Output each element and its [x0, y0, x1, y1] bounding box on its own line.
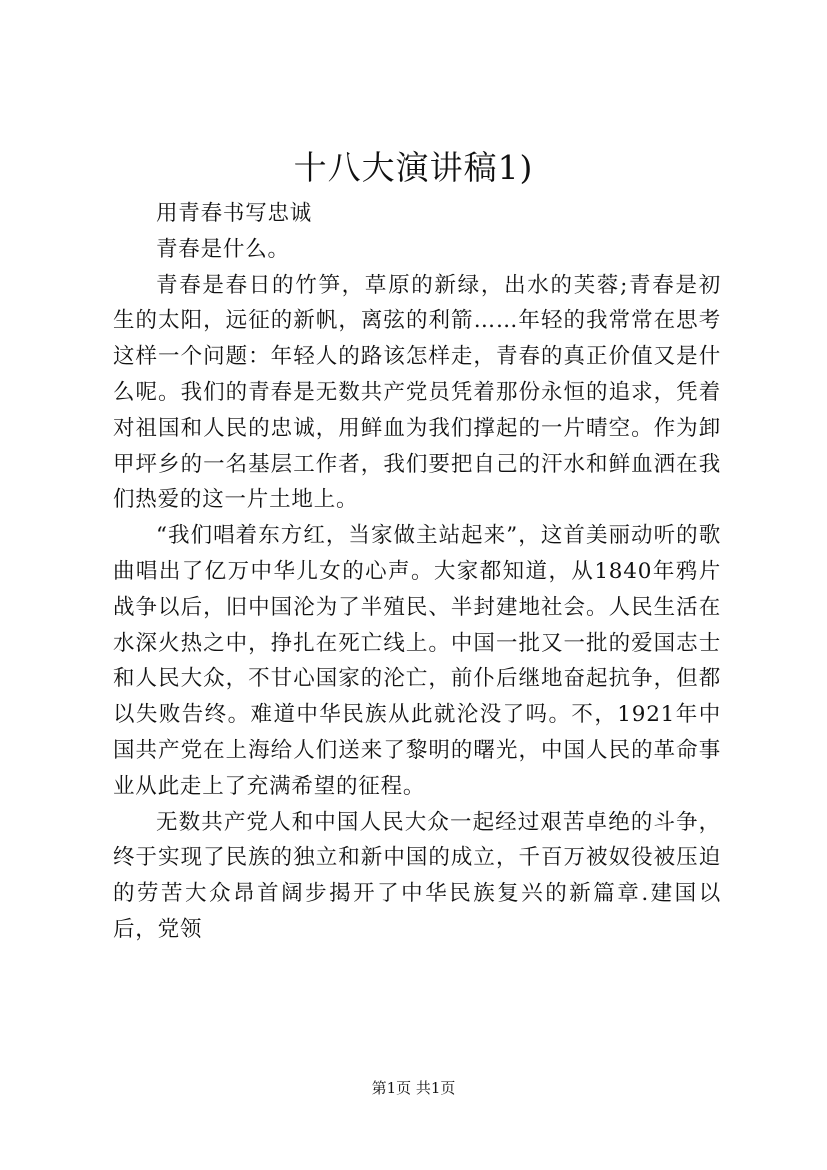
paragraph-youth: 青春是春日的竹笋，草原的新绿，出水的芙蓉;青春是初生的太阳，远征的新帆，离弦的利箭……年轻的我常常在思考这样一个问题：年轻人的路该怎样走，青春的真正价值又是什么呢。我们的青春是无数共产党员凭着那份永恒的追求，凭着对祖国和人民的忠诚，用鲜血为我们撑起的一片晴空。作为卸甲坪乡的一名基层工作者，我们要把自己的汗水和鲜血洒在我们热爱的这一片土地上。 [113, 272, 721, 513]
paragraph-history: “我们唱着东方红，当家做主站起来”，这首美丽动听的歌曲唱出了亿万中华儿女的心声。大家都知道，从1840年鸦片战争以后，旧中国沦为了半殖民、半封建地社会。人民生活在水深火热之中，挣扎在死亡线上。中国一批又一批的爱国志士和人民大众，不甘心国家的沦亡，前仆后继地奋起抗争，但都以失败告终。难道中华民族从此就沦没了吗。不，1921年中国共产党在上海给人们送来了黎明的曙光，中国人民的革命事业从此走上了充满希望的征程。 [113, 523, 721, 799]
paragraph-question: 青春是什么。 [156, 236, 290, 262]
paragraph-subtitle: 用青春书写忠诚 [156, 201, 313, 226]
paragraph-struggle: 无数共产党人和中国人民大众一起经过艰苦卓绝的斗争，终于实现了民族的独立和新中国的成立，千百万被奴役被压迫的劳苦大众昂首阔步揭开了中华民族复兴的新篇章.建国以后，党领 [113, 809, 721, 942]
document-title: 十八大演讲稿1) [293, 148, 534, 187]
page-footer: 第1页 共1页 [371, 1079, 456, 1097]
document-body [113, 196, 721, 948]
